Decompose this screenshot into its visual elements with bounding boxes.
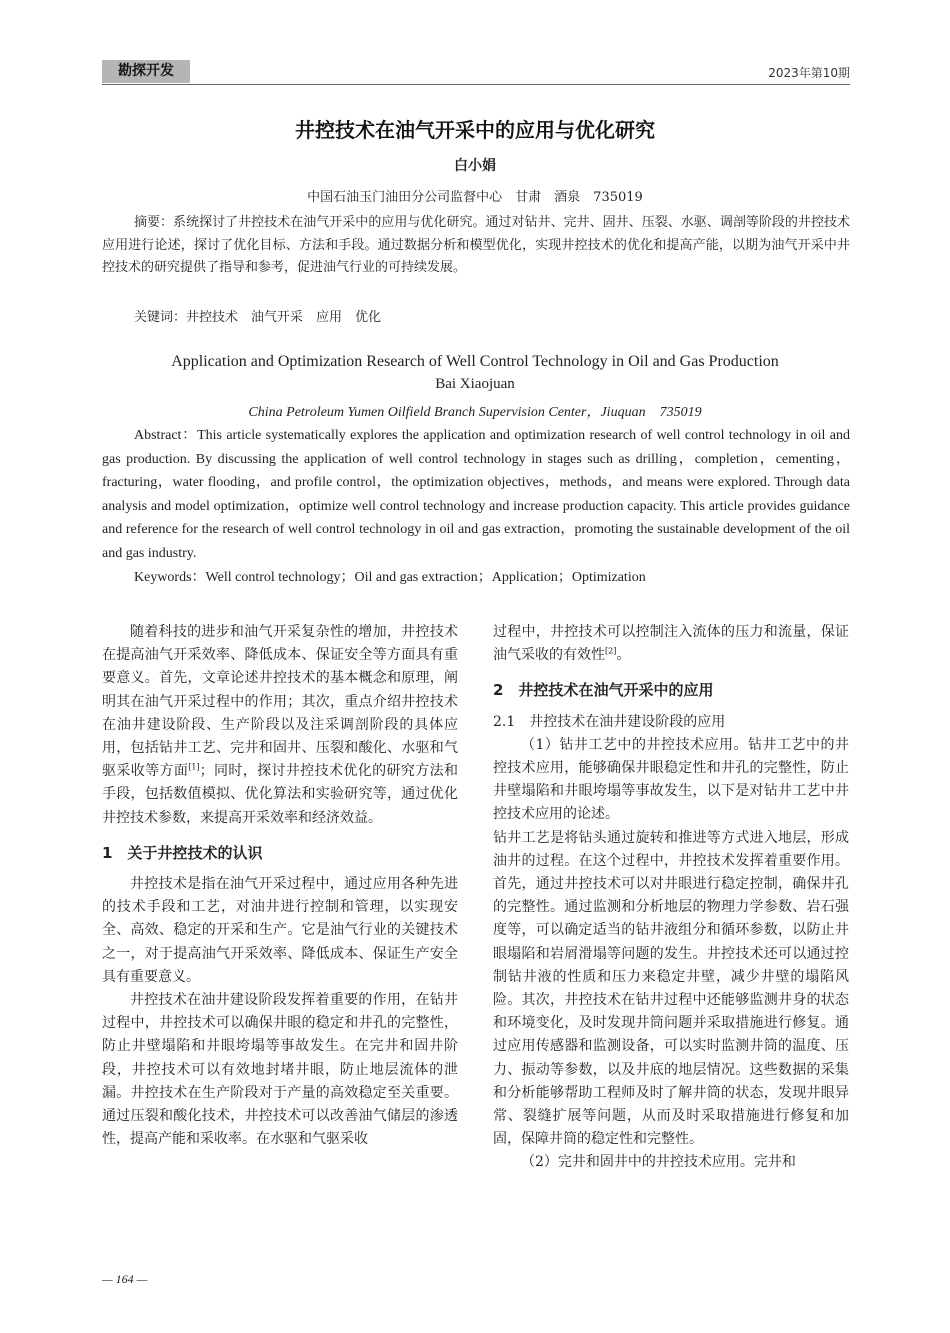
issue-label: 2023年第10期: [768, 66, 850, 80]
section-1-paragraph-1: 井控技术是指在油气开采过程中，通过应用各种先进的技术手段和工艺，对油井进行控制和管理，以实现安全、高效、稳定的开采和生产。它是油气行业的关键技术之一，对于提高油气开采效率、降低成本、保证生产安全具有重要意义。: [102, 876, 458, 985]
section-1-paragraph-2-continued: [493, 621, 849, 667]
affiliation: 中国石油玉门油田分公司监督中心 甘肃 酒泉 735019: [307, 190, 643, 205]
abstract-chinese: 摘要：系统探讨了井控技术在油气开采中的应用与优化研究。通过对钻井、完井、固井、压裂、水驱、调剖等阶段的井控技术应用进行论述，探讨了优化目标、方法和手段。通过数据分析和模型优化，实现井控技术的优化和提高产能，以期为油气开采中井控技术的研究提供了指导和参考，促进油气行业的可持续发展。: [102, 215, 850, 275]
keywords-chinese: 关键词：井控技术 油气开采 应用 优化: [134, 310, 382, 325]
article-title-english: Application and Optimization Research of Well Control Technology in Oil and Gas Production: [171, 353, 779, 370]
left-column: [102, 621, 458, 1151]
page-number: — 164 —: [102, 1272, 148, 1286]
continued-text: 过程中，井控技术可以控制注入流体的压力和流量，保证油气采收的有效性: [493, 624, 849, 664]
citation-1[interactable]: [1]: [188, 762, 200, 772]
section-2-1-paragraph-3: （2）完井和固井中的井控技术应用。完井和: [521, 1154, 796, 1171]
section-1-paragraph-2: 井控技术在油井建设阶段发挥着重要的作用，在钻井过程中，井控技术可以确保井眼的稳定和井孔的完整性，防止井壁塌陷和井眼垮塌等事故发生。在完井和固井阶段，井控技术可以有效地封堵井眼，防止地层流体的泄漏。井控技术在生产阶段对于产量的高效稳定至关重要。通过压裂和酸化技术，井控技术可以改善油气储层的渗透性，提高产能和采收率。在水驱和气驱采收: [102, 992, 458, 1148]
section-2-1-paragraph-1: （1）钻井工艺中的井控技术应用。钻井工艺中的井控技术应用，能够确保井眼稳定性和井孔的完整性，防止井壁塌陷和井眼垮塌等事故发生，以下是对钻井工艺中井控技术应用的论述。: [493, 736, 849, 823]
intro-paragraph: [102, 621, 458, 830]
running-header: [102, 60, 850, 85]
abstract-english: Abstract：This article systematically explores the application and optimization research of well control technology in oil and gas production. By discussing the application of well control technology in stages such as drilling，completion，cementing，fracturing，water flooding，and profile control，the optimization objectives，methods，and means were explored. Through data analysis and model optimization，optimize well control technology and increase production capacity. This article provides guidance and reference for the research of well control technology in oil and gas extraction，promoting the sustainable development of the oil and gas industry.: [102, 428, 850, 561]
section-2-heading: 2 井控技术在油气开采中的应用: [493, 681, 714, 700]
author-name-english: Bai Xiaojuan: [435, 376, 515, 392]
section-2-1-paragraph-2: 钻井工艺是将钻头通过旋转和推进等方式进入地层，形成油井的过程。在这个过程中，井控技术发挥着重要作用。首先，通过井控技术可以对井眼进行稳定控制，确保井孔的完整性。通过监测和分析地层的物理力学参数、岩石强度等，可以确定适当的钻井液组分和循环参数，以防止井眼塌陷和岩屑滑塌等问题的发生。井控技术还可以通过控制钻井液的性质和压力来稳定井壁，减少井壁的塌陷风险。其次，井控技术在钻井过程中还能够监测井身的状态和环境变化，及时发现井筒问题并采取措施进行修复。通过应用传感器和监测设备，可以实时监测井筒的温度、压力、振动等参数，以及井底的地层情况。这些数据的采集和分析能够帮助工程师及时了解井筒的状态，发现井眼异常、裂缝扩展等问题，从而及时采取措施进行修复和加固，保障井筒的稳定性和完整性。: [493, 829, 849, 1148]
section-1-heading: 1 关于井控技术的认识: [102, 843, 263, 862]
keywords-english: Keywords：Well control technology；Oil and gas extraction；Application；Optimization: [134, 570, 646, 585]
citation-2[interactable]: [2]: [605, 646, 617, 656]
intro-text: 随着科技的进步和油气开采复杂性的增加，井控技术在提高油气开采效率、降低成本、保证安全等方面具有重要意义。首先，文章论述井控技术的基本概念和原理，阐明其在油气开采过程中的作用；其次，重点介绍井控技术在油井建设阶段、生产阶段以及注采调剖阶段的具体应用，包括钻井工艺、完井和固井、压裂和酸化、水驱和气驱采收等方面: [102, 624, 458, 780]
intro-text-tail: ；同时，探讨井控技术优化的研究方法和手段，包括数值模拟、优化算法和实验研究等，通过优化井控技术参数，来提高开采效率和经济效益。: [102, 763, 459, 826]
article-title: 井控技术在油气开采中的应用与优化研究: [295, 118, 655, 142]
continued-text-end: 。: [616, 647, 631, 664]
section-tag: 勘探开发: [102, 60, 190, 83]
section-2-1-heading: 2.1 井控技术在油井建设阶段的应用: [493, 713, 726, 730]
affiliation-english: China Petroleum Yumen Oilfield Branch Supervision Center，Jiuquan 735019: [248, 405, 702, 420]
right-column: [493, 621, 849, 1175]
author-name: 白小娟: [454, 158, 496, 174]
